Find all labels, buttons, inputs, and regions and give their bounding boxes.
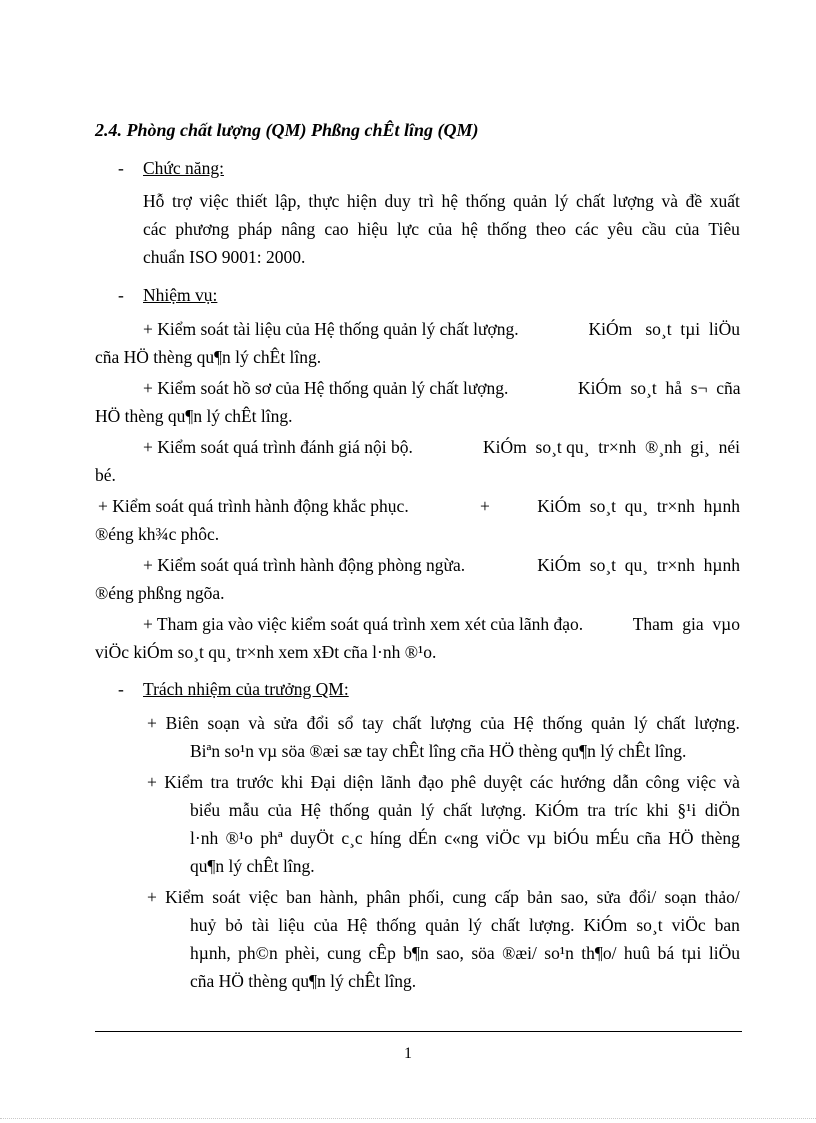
task-item-text: + Kiểm soát quá trình hành động khắc phục.: [98, 496, 409, 516]
word: cấp: [494, 887, 519, 907]
word: thống: [376, 915, 417, 935]
word: lãnh: [380, 772, 411, 792]
subheading-chuc-nang: Chức năng:: [143, 158, 224, 178]
word: cña: [636, 828, 661, 848]
word: dÉn: [408, 828, 437, 848]
page-bottom-edge: [0, 1118, 816, 1119]
word: biểu: [190, 800, 221, 820]
word: soạn: [207, 713, 240, 733]
word: +: [147, 713, 157, 733]
word: chất: [656, 713, 686, 733]
word: viÖc: [485, 828, 520, 848]
word: tay: [362, 713, 384, 733]
section-heading: 2.4. Phòng chất lượng (QM) Phßng chÊt lîng (QM): [95, 120, 479, 140]
task-item-legacy-cont: ®éng kh¾c phôc.: [95, 524, 220, 544]
word: sửa: [596, 887, 621, 907]
word: hành,: [319, 887, 359, 907]
task-item-legacy-cont: HÖ thèng qu¶n lý chÊt lîng.: [95, 406, 293, 426]
word: diện: [343, 772, 374, 792]
word: ban: [286, 887, 312, 907]
word: mÉu: [596, 828, 630, 848]
word: của: [267, 800, 292, 820]
task-item-text: + Kiểm soát tài liệu của Hệ thống quản lý chất lượng.: [143, 319, 519, 339]
word: híng: [370, 828, 402, 848]
word: nâng: [281, 219, 316, 239]
word: Hệ: [513, 713, 534, 733]
word: chất: [443, 800, 473, 820]
task-item-legacy: Tham gia vµo: [632, 614, 740, 634]
word: Kiểm: [165, 887, 205, 907]
word: quản: [591, 713, 626, 733]
word: đạo: [418, 772, 444, 792]
word: liÖu: [708, 943, 740, 963]
task-item-legacy: KiÓm so¸t hå s¬ cña: [578, 378, 741, 398]
word: KiÓm: [534, 800, 579, 820]
responsibility-cont: [190, 800, 740, 820]
page-number: 1: [404, 1045, 412, 1062]
word: Đại: [310, 772, 336, 792]
word: thống: [465, 191, 506, 211]
word: đổi: [306, 713, 329, 733]
word: duy: [384, 191, 411, 211]
word: ban: [714, 915, 740, 935]
responsibility-legacy: cña HÖ thèng qu¶n lý chÊt lîng.: [190, 971, 417, 991]
word: so¸t: [636, 915, 663, 935]
paragraph-line: [143, 191, 740, 211]
word: xuất: [709, 191, 740, 211]
word: thống: [329, 800, 370, 820]
word: +: [147, 772, 157, 792]
footer-rule: [95, 1031, 742, 1032]
word: lượng.: [480, 800, 527, 820]
word: lượng.: [529, 915, 575, 935]
word: chất: [575, 191, 606, 211]
task-item-legacy-cont: viÖc kiÓm so¸t qu¸ tr×nh xem xÐt cña l·nh ®¹o.: [95, 642, 437, 662]
word: quản: [425, 915, 460, 935]
paragraph-line: [143, 219, 740, 239]
word: đổi/: [628, 887, 657, 907]
word: chất: [392, 713, 422, 733]
word: hµnh,: [190, 943, 231, 963]
responsibility-legacy: [190, 828, 740, 848]
subheading-trach-nhiem: Trách nhiệm của trưởng QM:: [143, 679, 349, 699]
word: KiÓm: [583, 915, 628, 935]
word: soạn: [664, 887, 697, 907]
task-item-legacy-cont: bé.: [95, 465, 116, 485]
word: tra: [587, 800, 606, 820]
responsibility-line: [147, 772, 740, 792]
word: các: [575, 219, 599, 239]
word: soát: [212, 887, 241, 907]
word: hệ: [441, 191, 459, 211]
word: Tiêu: [708, 219, 740, 239]
word: §¹i: [677, 800, 697, 820]
task-item-text: + Kiểm soát hồ sơ của Hệ thống quản lý chất lượng.: [143, 378, 509, 398]
word: duyệt: [483, 772, 523, 792]
word: việc: [199, 191, 229, 211]
word: của: [313, 915, 338, 935]
word: c¸c: [341, 828, 363, 848]
word: trước: [236, 772, 274, 792]
word: sao,: [560, 887, 589, 907]
word: duyÖt: [290, 828, 334, 848]
word: quản: [378, 800, 413, 820]
word: việc: [248, 887, 278, 907]
word: cao: [324, 219, 349, 239]
word: lực: [396, 219, 419, 239]
word: trợ: [171, 191, 192, 211]
word: liệu: [278, 915, 305, 935]
responsibility-line: [147, 713, 740, 733]
word: ph©n: [238, 943, 278, 963]
task-item-plus: +: [480, 496, 490, 516]
word: Kiểm: [164, 772, 204, 792]
word: cÊp: [368, 943, 396, 963]
word: phân: [366, 887, 401, 907]
word: và: [661, 191, 678, 211]
word: phối,: [408, 887, 445, 907]
word: hướng: [560, 772, 606, 792]
task-item-legacy: KiÓm so¸t qu¸ tr×nh hµnh: [537, 555, 740, 575]
word: hiệu: [357, 219, 388, 239]
word: c«ng: [444, 828, 479, 848]
word: và: [723, 772, 740, 792]
word: lượng: [612, 191, 654, 211]
word: lượng: [430, 713, 472, 733]
word: của: [428, 219, 453, 239]
word: cầu: [641, 219, 667, 239]
word: HÖ: [668, 828, 694, 848]
word: phương: [175, 219, 230, 239]
word: thống: [542, 713, 583, 733]
word: phê: [450, 772, 477, 792]
bullet-dash: -: [118, 285, 124, 305]
word: bỏ: [225, 915, 243, 935]
word: Hệ: [346, 915, 368, 935]
word: sổ: [337, 713, 354, 733]
responsibility-legacy: [190, 943, 740, 963]
word: huỷ: [190, 915, 217, 935]
paragraph-line: chuẩn ISO 9001: 2000.: [143, 247, 306, 267]
word: mẫu: [228, 800, 259, 820]
responsibility-legacy: qu¶n lý chÊt lîng.: [190, 856, 315, 876]
task-item-legacy: KiÓm so¸t qu¸ tr×nh ®¸nh gi¸ néi: [483, 437, 740, 457]
word: của: [675, 219, 700, 239]
word: quản: [513, 191, 548, 211]
task-item-text: + Kiểm soát quá trình hành động phòng ngừa.: [143, 555, 466, 575]
word: biÓu: [553, 828, 589, 848]
word: ®æi/: [502, 943, 537, 963]
task-item-legacy: KiÓm so¸t tµi liÖu: [588, 319, 740, 339]
word: huû: [623, 943, 651, 963]
task-item-text: + Kiểm soát quá trình đánh giá nội bộ.: [143, 437, 413, 457]
bullet-dash: -: [118, 158, 124, 178]
word: lập,: [274, 191, 301, 211]
word: tài: [251, 915, 270, 935]
word: yêu: [607, 219, 633, 239]
word: phèi,: [285, 943, 320, 963]
responsibility-cont: [190, 915, 740, 935]
word: thèng: [700, 828, 740, 848]
word: thực: [308, 191, 340, 211]
word: thảo/: [704, 887, 740, 907]
word: thống: [486, 219, 527, 239]
word: b¶n: [403, 943, 429, 963]
word: các: [529, 772, 554, 792]
task-item-legacy-cont: cña HÖ thèng qu¶n lý chÊt lîng.: [95, 347, 322, 367]
word: tra: [210, 772, 229, 792]
word: trì: [418, 191, 434, 211]
word: +: [147, 887, 157, 907]
bullet-dash: -: [118, 679, 124, 699]
word: lượng.: [694, 713, 740, 733]
word: söa: [471, 943, 495, 963]
word: th¶o/: [581, 943, 617, 963]
word: cung: [327, 943, 362, 963]
word: lý: [554, 191, 569, 211]
word: dẫn: [612, 772, 639, 792]
word: diÖn: [704, 800, 740, 820]
word: l·nh: [190, 828, 219, 848]
word: việc: [686, 772, 716, 792]
task-item-legacy: KiÓm so¸t qu¸ tr×nh hµnh: [537, 496, 740, 516]
word: cung: [452, 887, 487, 907]
task-item-text: + Tham gia vào việc kiểm soát quá trình xem xét của lãnh đạo.: [143, 614, 584, 634]
word: thiết: [236, 191, 268, 211]
task-item-legacy-cont: ®éng phßng ngõa.: [95, 583, 225, 603]
word: công: [645, 772, 680, 792]
word: so¹n: [544, 943, 574, 963]
word: ®¹o: [225, 828, 253, 848]
word: phª: [260, 828, 283, 848]
word: lý: [468, 915, 482, 935]
word: theo: [535, 219, 566, 239]
word: và: [248, 713, 265, 733]
word: khi: [280, 772, 304, 792]
word: sao,: [436, 943, 464, 963]
word: Hệ: [300, 800, 321, 820]
responsibility-line: [147, 887, 740, 907]
word: đề: [685, 191, 703, 211]
word: khi: [646, 800, 669, 820]
word: hiện: [346, 191, 377, 211]
word: pháp: [238, 219, 273, 239]
word: các: [143, 219, 167, 239]
word: của: [480, 713, 505, 733]
word: sửa: [273, 713, 298, 733]
word: lý: [420, 800, 435, 820]
responsibility-legacy: Biªn so¹n vµ söa ®æi sæ tay chÊt lîng cña HÖ thèng qu¶n lý chÊt lîng.: [190, 741, 687, 761]
word: tµi: [681, 943, 702, 963]
word: chất: [490, 915, 521, 935]
word: tríc: [614, 800, 638, 820]
word: Biên: [165, 713, 199, 733]
word: vµ: [527, 828, 547, 848]
word: lý: [633, 713, 648, 733]
word: viÖc: [671, 915, 706, 935]
word: hệ: [461, 219, 478, 239]
word: bản: [527, 887, 553, 907]
subheading-nhiem-vu: Nhiệm vụ:: [143, 285, 218, 305]
word: Hỗ: [143, 191, 165, 211]
word: bá: [657, 943, 675, 963]
